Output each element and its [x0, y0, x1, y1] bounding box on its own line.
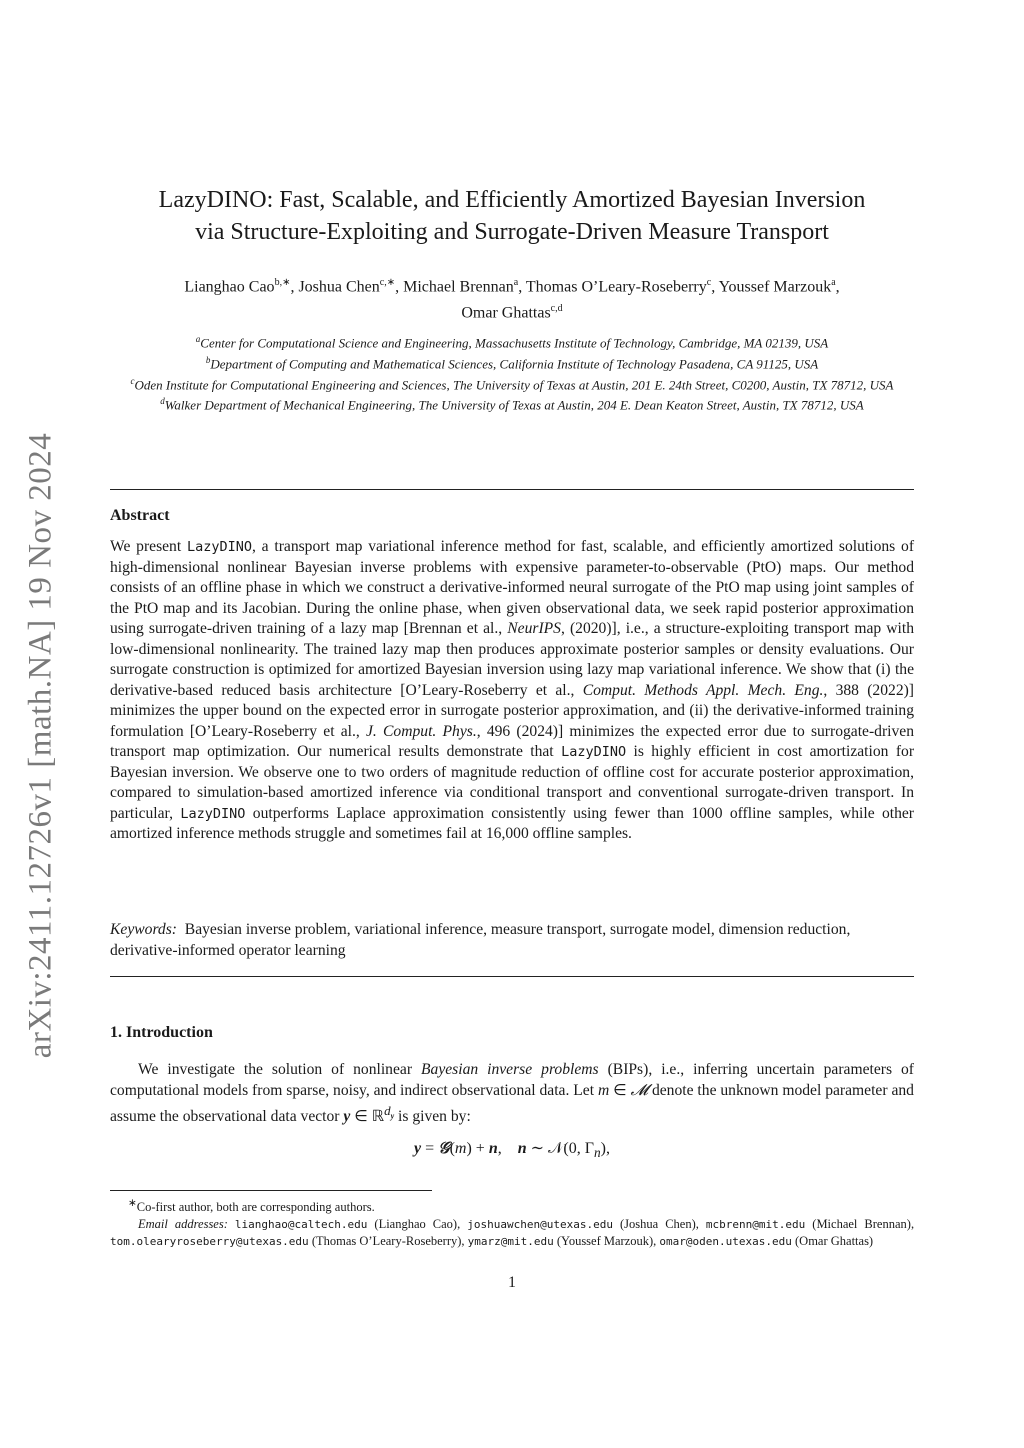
- footnotes: [110, 1196, 914, 1251]
- keywords-text: Bayesian inverse problem, variational inference, measure transport, surrogate model, dimension reduction, derivative-informed operator learning: [110, 921, 851, 959]
- abstract-segment: , a transport map variational inference method for fast, scalable, and efficiently amortized solutions of high-dimensional nonlinear Bayesian inverse problems with expensive parameter-to-observable (PtO) maps. Our method consists of an offline phase in which we construct a derivative-informed neural surrogate of the PtO map using joint samples of the PtO map and its Jacobian. During the online phase, when given observational data, we seek rapid posterior approximation using surrogate-driven training of a lazy map [Brennan et al.,: [110, 538, 915, 637]
- affiliation-text: Department of Computing and Mathematical Sciences, California Institute of Technology Pasadena, CA 91125, USA: [210, 356, 819, 372]
- affiliation-list: [110, 331, 914, 414]
- affiliation-mark: c: [130, 375, 135, 386]
- footnote-emails: Email addresses: lianghao@caltech.edu (Lianghao Cao), joshuawchen@utexas.edu (Joshua Chen), mcbrenn@mit.edu (Michael Brennan), tom.olearyroseberry@utexas.edu (Thomas O’Leary-Roseberry), ymarz@mit.edu (Youssef Marzouk), omar@oden.utexas.edu (Omar Ghattas): [110, 1216, 915, 1249]
- author-marks: a: [831, 277, 836, 288]
- author-marks: b,∗: [274, 277, 291, 288]
- affiliation-item: [110, 393, 914, 414]
- author-name: Joshua Chen: [298, 278, 380, 296]
- intro-segment: is given by:: [398, 1108, 471, 1126]
- email-owner: (Lianghao Cao): [374, 1216, 458, 1231]
- email-link[interactable]: omar@oden.utexas.edu: [659, 1235, 792, 1249]
- abstract-top-rule: [110, 489, 914, 490]
- author-name: Thomas O’Leary-Roseberry: [525, 278, 707, 296]
- citation-venue: J. Comput. Phys.: [366, 722, 477, 740]
- affiliation-text: Walker Department of Mechanical Engineering, The University of Texas at Austin, 204 E. Dean Keaton Street, Austin, TX 78712, USA: [164, 397, 864, 413]
- affiliation-item: [110, 373, 914, 394]
- abstract-segment: outperforms Laplace approximation consistently using fewer than 1000 offline samples, while other amortized inference methods struggle and sometimes fail at 16,000 offline samples.: [110, 804, 914, 842]
- math-m-in-M: m ∈ 𝓜: [597, 1081, 649, 1099]
- abstract-text: [110, 537, 914, 845]
- abstract-segment: is highly efficient in cost amortization for Bayesian inversion. We observe one to two orders of magnitude reduction of offline cost for accurate posterior approximation, compared to simulation-based amortized inference via conditional transport and conventional surrogate-driven transport. In particular,: [110, 743, 915, 822]
- intro-segment: We investigate the solution of nonlinear: [138, 1061, 413, 1078]
- email-owner: (Thomas O’Leary-Roseberry): [311, 1234, 462, 1249]
- intro-segment: (BIPs), i.e., inferring uncertain parameters of computational models from sparse, noisy, and indirect observational data. Let: [110, 1061, 914, 1099]
- title-line-2: via Structure-Exploiting and Surrogate-Driven Measure Transport: [195, 219, 829, 245]
- author-name: Lianghao Cao: [184, 278, 275, 296]
- footnote-cofirst: ∗Co-first author, both are corresponding authors.: [128, 1198, 375, 1215]
- author-marks: c,∗: [379, 277, 396, 288]
- affiliation-item: [110, 352, 914, 373]
- author-marks: a: [513, 277, 519, 288]
- author-name: Michael Brennan: [403, 278, 514, 296]
- intro-term: Bayesian inverse problems: [421, 1061, 599, 1078]
- email-owner: (Joshua Chen): [619, 1216, 696, 1231]
- email-link[interactable]: lianghao@caltech.edu: [234, 1217, 368, 1231]
- method-name: LazyDINO: [186, 539, 253, 555]
- math-y-in-R: y ∈ ℝ$^{d_y}$: [343, 1103, 395, 1126]
- affiliation-text: Oden Institute for Computational Engineering and Sciences, The University of Texas at Austin, 201 E. 24th Street, C0200, Austin, TX 78712, USA: [134, 376, 894, 392]
- arxiv-stamp-text: arXiv:2411.12726v1 [math.NA] 19 Nov 2024: [22, 432, 59, 1058]
- citation-venue: Comput. Methods Appl. Mech. Eng.: [582, 681, 824, 699]
- method-name: LazyDINO: [180, 805, 246, 822]
- affiliation-text: Center for Computational Science and Engineering, Massachusetts Institute of Technology, Cambridge, MA 02139, USA: [200, 335, 829, 351]
- email-owner: (Michael Brennan): [812, 1216, 911, 1231]
- introduction-paragraph: [110, 1060, 914, 1128]
- abstract-segment: We present: [110, 538, 182, 555]
- section-heading-introduction: 1. Introduction: [110, 1024, 213, 1041]
- keywords: [110, 920, 914, 961]
- email-link[interactable]: tom.olearyroseberry@utexas.edu: [110, 1235, 309, 1249]
- email-link[interactable]: joshuawchen@utexas.edu: [467, 1217, 613, 1231]
- author-name: Youssef Marzouk: [718, 278, 832, 296]
- equation-observation-model: y = 𝒢(m) + n, n ∼ 𝒩(0, $\Gamma_n$),: [414, 1140, 610, 1161]
- paper-title: [110, 184, 914, 248]
- abstract-segment: , 496 (2024)] minimizes the expected error due to surrogate-driven transport map optimization. Our numerical results demonstrate that: [110, 722, 914, 760]
- email-owner: (Youssef Marzouk): [556, 1234, 654, 1249]
- email-link[interactable]: mcbrenn@mit.edu: [705, 1217, 806, 1231]
- abstract-segment: , 388 (2022)] minimizes the upper bound on the expected error in surrogate posterior approximation, and (ii) the derivative-informed training formulation [O’Leary-Roseberry et al.,: [110, 681, 914, 740]
- page-number: 1: [508, 1274, 516, 1291]
- abstract-heading: Abstract: [110, 507, 170, 524]
- intro-segment: denote the unknown model parameter and assume the observational data vector: [110, 1081, 914, 1126]
- affiliation-mark: d: [160, 396, 165, 407]
- affiliation-mark: b: [205, 354, 211, 365]
- author-marks: c,d: [550, 303, 563, 315]
- title-line-1: LazyDINO: Fast, Scalable, and Efficiently Amortized Bayesian Inversion: [158, 187, 866, 213]
- footnote-rule: [110, 1190, 432, 1191]
- author-list: Lianghao Cao$^{b,∗}$, Joshua Chen$^{c,∗}$, Michael Brennan$^a$, Thomas O’Leary-Roseberry$^c$, Youssef Marzouk$^a$, Omar Ghattas$^{c,d}$: [184, 277, 840, 322]
- abstract-bottom-rule: [110, 976, 914, 977]
- affiliation-mark: a: [195, 334, 201, 344]
- email-link[interactable]: ymarz@mit.edu: [467, 1235, 554, 1249]
- email-owner: (Omar Ghattas): [795, 1234, 874, 1249]
- arxiv-stamp: [18, 420, 64, 1070]
- abstract-segment: , (2020)], i.e., a structure-exploiting transport map with low-dimensional nonlinearity. The trained lazy map then produces approximate posterior samples or density evaluations. Our surrogate construction is optimized for amortized Bayesian inversion using lazy map variational inference. We show that (i) the derivative-based reduced basis architecture [O’Leary-Roseberry et al.,: [110, 620, 914, 699]
- author-marks: c: [706, 277, 712, 288]
- author-name: Omar Ghattas: [461, 304, 551, 322]
- citation-venue: NeurIPS: [507, 620, 561, 637]
- keywords-label: Keywords:: [110, 921, 177, 938]
- footnote-text: Co-first author, both are corresponding authors.: [136, 1200, 375, 1215]
- email-label: Email addresses:: [138, 1216, 228, 1231]
- method-name: LazyDINO: [561, 744, 627, 760]
- affiliation-item: [110, 331, 914, 352]
